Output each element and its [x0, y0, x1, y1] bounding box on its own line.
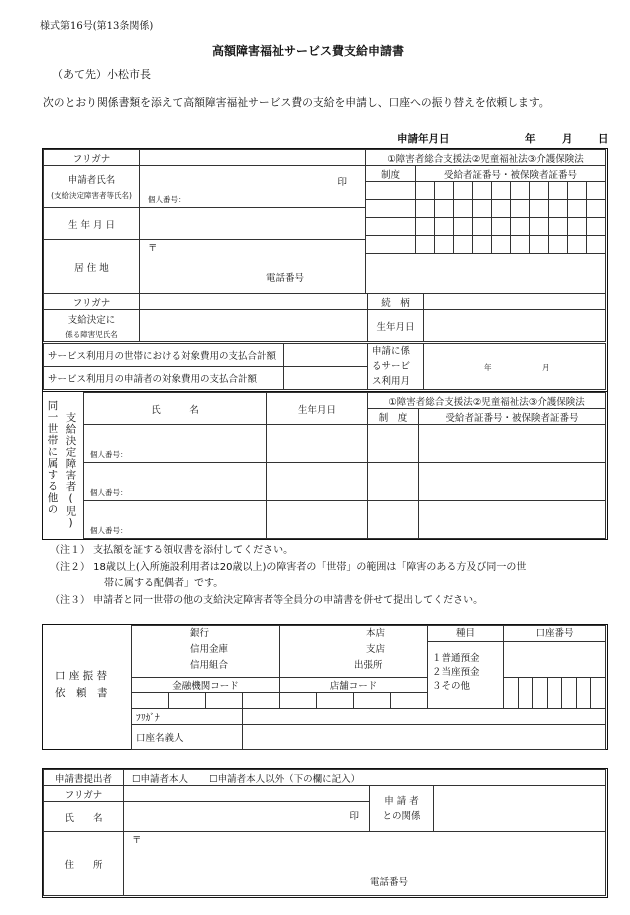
date-month-label: 月 [562, 133, 573, 145]
submitter-address-input[interactable] [124, 832, 606, 896]
cert-digit[interactable] [549, 218, 568, 236]
holder-input[interactable] [243, 725, 606, 750]
household-table [83, 392, 606, 539]
law-options: ①障害者総合支援法②児童福祉法③介護保険法 [366, 150, 606, 166]
cert-digit[interactable] [587, 182, 606, 200]
service-month-label: 申請に係るサービス利用月 [368, 344, 424, 390]
account-digit[interactable] [518, 678, 533, 709]
relation-label: 続 柄 [368, 294, 424, 310]
type-option-2: ２当座預金 [432, 667, 480, 678]
household-cert-3[interactable] [419, 501, 606, 539]
cert-digit[interactable] [473, 236, 492, 254]
holder-label: 口座名義人 [132, 725, 243, 750]
cert-digit[interactable] [511, 182, 530, 200]
account-digit[interactable] [576, 678, 591, 709]
household-birth-1[interactable] [267, 425, 368, 463]
cert-header: 受給者証番号・被保険者証番号 [416, 166, 606, 182]
kojin-label: 個人番号： [148, 195, 186, 204]
household-law-options: ①障害者総合支援法②児童福祉法③介護保険法 [368, 393, 606, 409]
note-2-cont: 帯に属する配偶者」です。 [104, 578, 224, 589]
submitter-self-option[interactable]: ☐申請者本人 [132, 773, 189, 785]
household-total-input[interactable] [284, 344, 368, 367]
bank-section [42, 624, 608, 750]
birth-input[interactable] [140, 208, 366, 240]
cert-digit[interactable] [492, 236, 511, 254]
address-label: 居 住 地 [44, 240, 140, 294]
cert-digit[interactable] [587, 218, 606, 236]
cert-digit[interactable] [530, 200, 549, 218]
cert-digit[interactable] [454, 236, 473, 254]
bank-code-digit[interactable] [243, 693, 280, 709]
child-name-label [44, 310, 140, 342]
cert-digit[interactable] [587, 200, 606, 218]
bank-code-digit[interactable] [132, 693, 169, 709]
child-name-input[interactable] [140, 310, 368, 342]
bank-type-1: 銀行 [190, 628, 210, 639]
cert-digit[interactable] [435, 182, 454, 200]
cert-digit[interactable] [435, 200, 454, 218]
cert-digit[interactable] [454, 218, 473, 236]
branch-code-digit[interactable] [317, 693, 354, 709]
applicant-left-table [43, 149, 366, 294]
submitter-label: 申請書提出者 [44, 770, 124, 786]
relation-line1: 申 請 者 [384, 795, 419, 807]
bank-side-label-1: 口 座 振 替 [55, 670, 108, 682]
birth-label: 生 年 月 日 [44, 208, 140, 240]
account-number-header: 口座番号 [504, 626, 605, 642]
system-cell[interactable] [366, 200, 416, 218]
submitter-postal: 〒 [132, 835, 142, 846]
household-system-3[interactable] [368, 501, 419, 539]
cert-digit[interactable] [492, 200, 511, 218]
applicant-name-sub: (支給決定障害者等氏名) [51, 191, 132, 200]
submitter-name-input[interactable] [124, 802, 370, 832]
cert-digit[interactable] [549, 236, 568, 254]
branch-code-digit[interactable] [391, 693, 428, 709]
household-cert-header: 受給者証番号・被保険者証番号 [419, 409, 606, 425]
system-cell[interactable] [366, 182, 416, 200]
seal-mark: 印 [337, 177, 347, 188]
system-header: 制度 [366, 166, 416, 182]
household-section [42, 392, 608, 540]
cert-digit[interactable] [530, 218, 549, 236]
submitter-furigana-input[interactable] [124, 786, 370, 802]
child-table [43, 293, 606, 342]
totals-table [43, 343, 606, 390]
branch-code-header: 店舗コード [280, 678, 428, 693]
submitter-name-label: 氏 名 [44, 802, 124, 832]
child-furigana-input[interactable] [140, 294, 368, 310]
cert-digit[interactable] [568, 182, 587, 200]
cert-digit[interactable] [473, 182, 492, 200]
submitter-relation-input[interactable] [434, 786, 606, 832]
submitter-seal: 印 [349, 811, 359, 822]
account-digit[interactable] [504, 678, 519, 709]
account-type-cell[interactable] [428, 626, 504, 709]
service-month-input[interactable] [424, 344, 606, 390]
submitter-other-option[interactable]: ☐申請者本人以外（下の欄に記入） [209, 773, 361, 785]
address-input[interactable] [140, 240, 366, 294]
household-kojin-3: 個人番号： [90, 526, 128, 535]
submitter-address-label: 住 所 [44, 832, 124, 896]
relation-line2: との関係 [382, 810, 421, 822]
cert-digit[interactable] [511, 218, 530, 236]
account-digit[interactable] [591, 678, 606, 709]
sm-year: 年 [484, 363, 492, 372]
cert-digit[interactable] [492, 218, 511, 236]
applicant-total-input[interactable] [284, 367, 368, 390]
account-number-header-cell [504, 626, 606, 678]
note-3: （注３） 申請者と同一世帯の他の支給決定障害者等全員分の申請書を併せて提出してください。 [50, 595, 484, 606]
household-cert-1[interactable] [419, 425, 606, 463]
branch-type-3: 出張所 [354, 660, 383, 671]
submitter-table [43, 769, 606, 896]
blank-cell [366, 254, 606, 294]
branch-code-digit[interactable] [354, 693, 391, 709]
cert-digit[interactable] [416, 182, 435, 200]
postal-mark: 〒 [148, 243, 158, 254]
cert-digit[interactable] [454, 182, 473, 200]
household-cert-2[interactable] [419, 463, 606, 501]
branch-name-input[interactable] [280, 626, 428, 678]
household-total-label: サービス利用月の世帯における対象費用の支払合計額 [44, 344, 284, 367]
child-label-line2: 係る障害児氏名 [65, 329, 118, 339]
note-2: （注２） 18歳以上(入所施設利用者は20歳以上)の障害者の「世帯」の範囲は「障害のある方及び同一の世 [50, 562, 527, 573]
cert-digit[interactable] [416, 200, 435, 218]
account-digit[interactable] [533, 678, 548, 709]
household-system-header: 制 度 [368, 409, 419, 425]
system-cell[interactable] [366, 236, 416, 254]
applicant-section [42, 148, 608, 392]
cert-digit[interactable] [473, 200, 492, 218]
cert-digit[interactable] [473, 218, 492, 236]
bank-code-digit[interactable] [169, 693, 206, 709]
cert-digit[interactable] [435, 236, 454, 254]
applicant-total-label: サービス利用月の申請者の対象費用の支払合計額 [44, 367, 284, 390]
cert-digit[interactable] [435, 218, 454, 236]
furigana-label: フリガナ [44, 150, 140, 166]
submitter-phone-label: 電話番号 [370, 877, 409, 888]
cert-digit[interactable] [549, 200, 568, 218]
child-birth-input[interactable] [424, 310, 606, 342]
household-side-label-2: 支給決定障害者(児) [64, 412, 77, 530]
household-member-3[interactable] [84, 501, 267, 539]
child-birth-label: 生年月日 [368, 310, 424, 342]
cert-digit[interactable] [416, 236, 435, 254]
sm-month: 月 [542, 363, 550, 372]
applicant-name-text: 申請者氏名 [67, 175, 116, 186]
branch-type-1: 本店 [366, 628, 386, 639]
application-date-label: 申請年月日 [397, 133, 450, 145]
form-title: 高額障害福祉サービス費支給申請書 [212, 44, 405, 58]
cert-digit[interactable] [454, 200, 473, 218]
addressee: （あて先）小松市長 [52, 68, 151, 81]
phone-label: 電話番号 [266, 273, 305, 284]
bank-name-input[interactable] [132, 626, 280, 678]
type-option-1: １普通預金 [432, 653, 480, 664]
intro-text: 次のとおり関係書類を添えて高額障害福祉サービス費の支給を申請し、口座への振り替えを依頼します。 [43, 96, 550, 109]
applicant-name-label [44, 166, 140, 208]
type-option-3: ３その他 [432, 681, 471, 692]
cert-digit[interactable] [492, 182, 511, 200]
applicant-name-input[interactable] [140, 166, 366, 208]
bank-code-header: 金融機関コード [132, 678, 280, 693]
relation-input[interactable] [424, 294, 606, 310]
date-day-label: 日 [598, 133, 609, 145]
cert-digit[interactable] [530, 236, 549, 254]
branch-code-digit[interactable] [280, 693, 317, 709]
household-system-2[interactable] [368, 463, 419, 501]
branch-type-2: 支店 [366, 644, 386, 655]
submitter-relation-label [370, 786, 434, 832]
cert-digit[interactable] [416, 218, 435, 236]
submitter-furigana-label: フリガナ [44, 786, 124, 802]
household-system-1[interactable] [368, 425, 419, 463]
household-member-2[interactable] [84, 463, 267, 501]
household-kojin-1: 個人番号： [90, 450, 128, 459]
cert-digit[interactable] [568, 218, 587, 236]
cert-digit[interactable] [511, 200, 530, 218]
cert-digit[interactable] [530, 182, 549, 200]
submitter-options [124, 770, 606, 786]
account-digit[interactable] [547, 678, 562, 709]
child-label-line1: 支給決定に [67, 314, 116, 326]
bank-type-2: 信用金庫 [190, 644, 229, 655]
account-digit[interactable] [562, 678, 577, 709]
furigana-input[interactable] [140, 150, 366, 166]
child-furigana-label: フリガナ [44, 294, 140, 310]
cert-digit[interactable] [587, 236, 606, 254]
date-year-label: 年 [525, 133, 536, 145]
system-cell[interactable] [366, 218, 416, 236]
holder-furigana-label: ﾌﾘｶﾞﾅ [132, 709, 243, 725]
bank-side-label-2: 依 頼 書 [55, 687, 108, 699]
cert-digit[interactable] [568, 236, 587, 254]
cert-digit[interactable] [549, 182, 568, 200]
note-1: （注１） 支払額を証する領収書を添付してください。 [50, 545, 294, 556]
cert-digit[interactable] [568, 200, 587, 218]
bank-table [131, 625, 606, 750]
account-type-header: 種目 [428, 626, 503, 642]
bank-type-3: 信用組合 [190, 660, 229, 671]
household-side-label-1: 同一世帯に属する他の [46, 400, 59, 515]
household-birth-2[interactable] [267, 463, 368, 501]
submitter-section [42, 768, 608, 898]
bank-code-digit[interactable] [206, 693, 243, 709]
household-member-1[interactable] [84, 425, 267, 463]
applicant-cert-table [365, 149, 606, 294]
household-birth-header: 生年月日 [267, 393, 368, 425]
household-kojin-2: 個人番号： [90, 488, 128, 497]
holder-furigana-input[interactable] [243, 709, 606, 725]
household-name-header: 氏 名 [84, 393, 267, 425]
household-birth-3[interactable] [267, 501, 368, 539]
cert-digit[interactable] [511, 236, 530, 254]
form-number: 様式第16号(第13条関係) [40, 21, 154, 32]
